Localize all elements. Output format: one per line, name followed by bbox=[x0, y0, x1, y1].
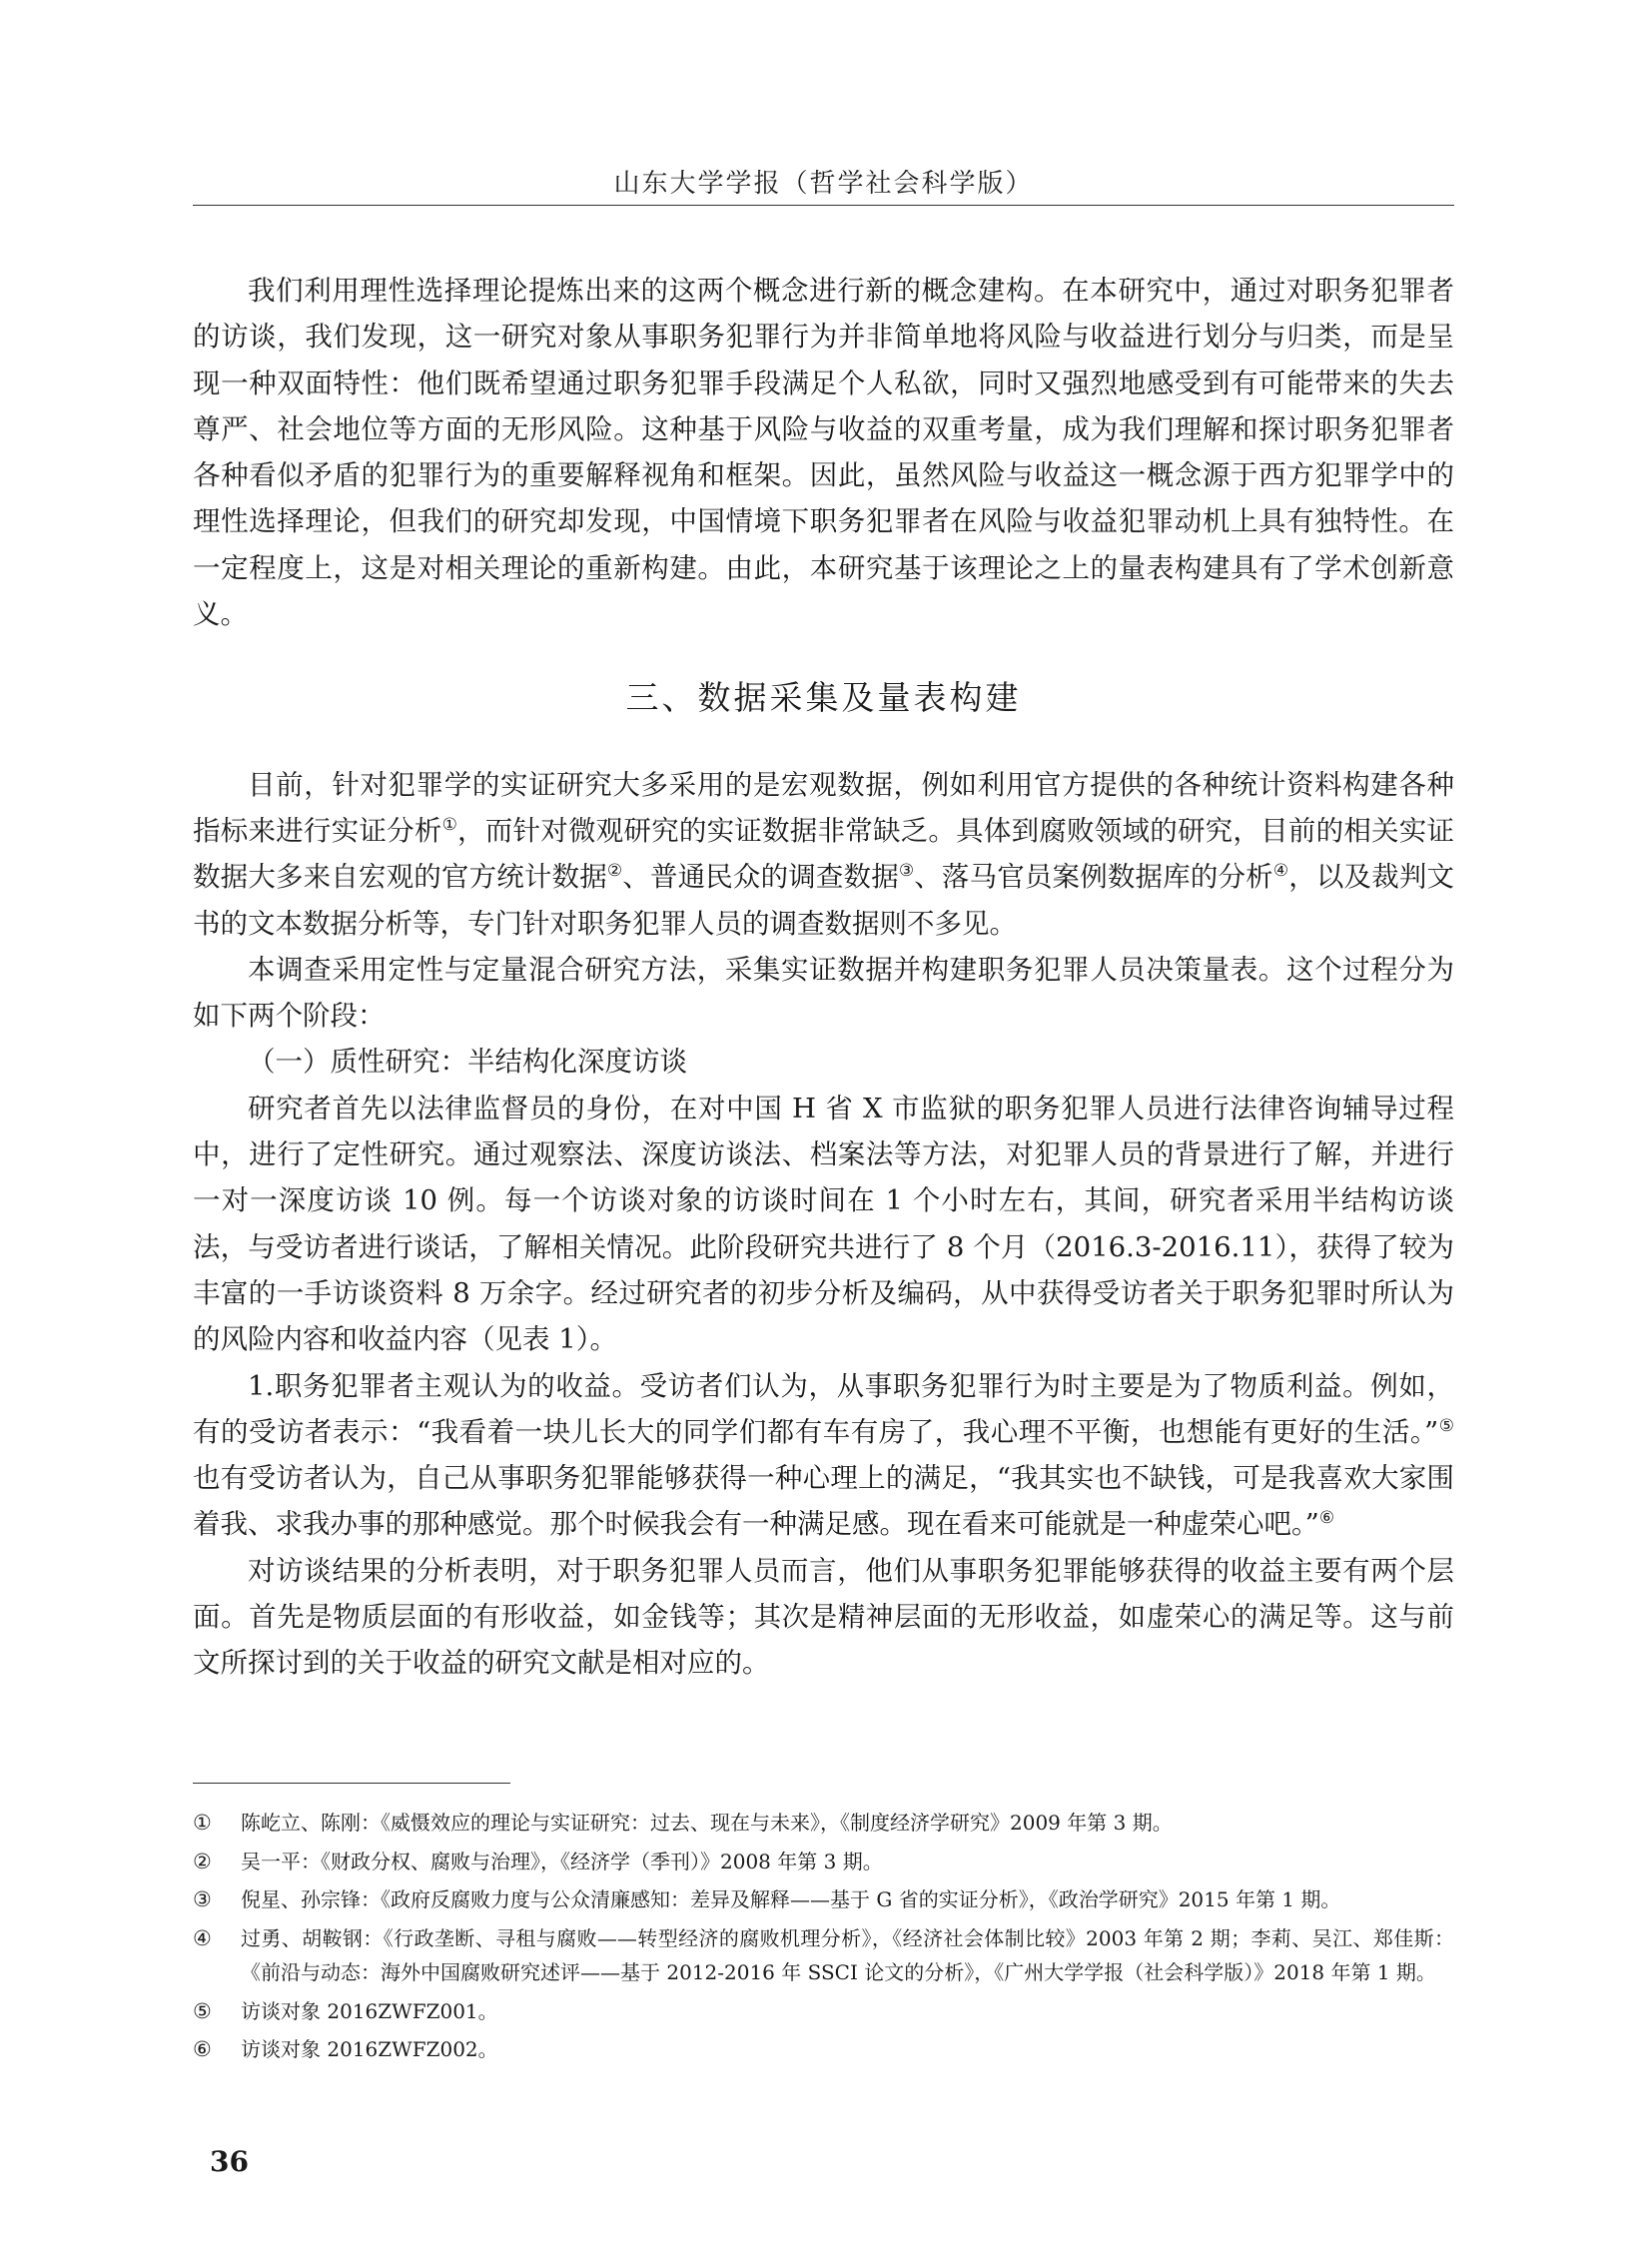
footnote-ref-2[interactable]: ② bbox=[606, 861, 623, 882]
page-number: 36 bbox=[210, 2145, 249, 2178]
footnote-mark: ① bbox=[193, 1811, 212, 1835]
paragraph-concept-construction: 我们利用理性选择理论提炼出来的这两个概念进行新的概念建构。在本研究中，通过对职务犯罪者的访谈，我们发现，这一研究对象从事职务犯罪行为并非简单地将风险与收益进行划分与归类，而是呈现一种双面特性：他们既希望通过职务犯罪手段满足个人私欲，同时又强烈地感受到有可能带来的失去尊严、社会地位等方面的无形风险。这种基于风险与收益的双重考量，成为我们理解和探讨职务犯罪者各种看似矛盾的犯罪行为的重要解释视角和框架。因此，虽然风险与收益这一概念源于西方犯罪学中的理性选择理论，但我们的研究却发现，中国情境下职务犯罪者在风险与收益犯罪动机上具有独特性。在一定程度上，这是对相关理论的重新构建。由此，本研究基于该理论之上的量表构建具有了学术创新意义。 bbox=[193, 275, 1454, 631]
footnote-ref-4[interactable]: ④ bbox=[1272, 861, 1289, 882]
footnote-mark: ③ bbox=[193, 1887, 212, 1911]
footnote-divider bbox=[193, 1783, 510, 1784]
footnote-mark: ⑤ bbox=[193, 1998, 212, 2023]
paragraph-qualitative-research: 研究者首先以法律监督员的身份，在对中国 H 省 X 市监狱的职务犯罪人员进行法律咨询辅导过程中，进行了定性研究。通过观察法、深度访谈法、档案法等方法，对犯罪人员的背景进行了解，并进行一对一深度访谈 10 例。每一个访谈对象的访谈时间在 1 个小时左右，其间，研究者采用半结构访谈法，与受访者进行谈话，了解相关情况。此阶段研究共进行了 8 个月（2016.3-2016.11），获得了较为丰富的一手访谈资料 8 万余字。经过研究者的初步分析及编码，从中获得受访者关于职务犯罪时所认为的风险内容和收益内容（见表 1）。 bbox=[193, 1092, 1454, 1356]
section-heading: 三、数据采集及量表构建 bbox=[625, 678, 1022, 718]
footnote-text: 倪星、孙宗锋：《政府反腐败力度与公众清廉感知：差异及解释——基于 G 省的实证分析》，《政治学研究》2015 年第 1 期。 bbox=[241, 1887, 1341, 1911]
footnote-text: 访谈对象 2016ZWFZ002。 bbox=[241, 2037, 498, 2061]
footnote-text: 吴一平：《财政分权、腐败与治理》，《经济学（季刊）》2008 年第 3 期。 bbox=[241, 1849, 883, 1873]
footnote-ref-5[interactable]: ⑤ bbox=[1438, 1415, 1454, 1436]
footnote-item bbox=[193, 1882, 1454, 1917]
footnotes bbox=[193, 1806, 1454, 2071]
footnote-ref-3[interactable]: ③ bbox=[898, 861, 915, 882]
paragraph-data-sources: 目前，针对犯罪学的实证研究大多采用的是宏观数据，例如利用官方提供的各种统计资料构建各种指标来进行实证分析①，而针对微观研究的实证数据非常缺乏。具体到腐败领域的研究，目前的相关实证数据大多来自宏观的官方统计数据②、普通民众的调查数据③、落马官员案例数据库的分析④，以及裁判文书的文本数据分析等，专门针对职务犯罪人员的调查数据则不多见。 bbox=[193, 768, 1455, 940]
footnote-mark: ⑥ bbox=[193, 2037, 212, 2061]
footnote-item bbox=[193, 1921, 1454, 1990]
paragraph-method-overview: 本调查采用定性与定量混合研究方法，采集实证数据并构建职务犯罪人员决策量表。这个过程分为如下两个阶段： bbox=[193, 953, 1454, 1033]
footnote-text: 陈屹立、陈刚：《威慑效应的理论与实证研究：过去、现在与未来》，《制度经济学研究》2009 年第 3 期。 bbox=[241, 1811, 1173, 1835]
article-body bbox=[193, 268, 1454, 1687]
footnote-ref-1[interactable]: ① bbox=[441, 814, 458, 835]
footnote-mark: ④ bbox=[193, 1925, 212, 1950]
paragraph-perceived-benefits: 1.职务犯罪者主观认为的收益。受访者们认为，从事职务犯罪行为时主要是为了物质利益。例如，有的受访者表示：“我看着一块儿长大的同学们都有车有房了，我心理不平衡，也想能有更好的生活。”⑤也有受访者认为，自己从事职务犯罪能够获得一种心理上的满足，“我其实也不缺钱，可是我喜欢大家围着我、求我办事的那种感觉。那个时候我会有一种满足感。现在看来可能就是一种虚荣心吧。”⑥ bbox=[193, 1369, 1454, 1541]
footnote-item bbox=[193, 1994, 1454, 2029]
footnote-item bbox=[193, 2032, 1454, 2067]
footnote-text: 访谈对象 2016ZWFZ001。 bbox=[241, 1998, 498, 2023]
subsection-heading: （一）质性研究：半结构化深度访谈 bbox=[248, 1046, 687, 1079]
paragraph-analysis-results: 对访谈结果的分析表明，对于职务犯罪人员而言，他们从事职务犯罪能够获得的收益主要有两个层面。首先是物质层面的有形收益，如金钱等；其次是精神层面的无形收益，如虚荣心的满足等。这与前文所探讨到的关于收益的研究文献是相对应的。 bbox=[193, 1554, 1454, 1680]
footnote-ref-6[interactable]: ⑥ bbox=[1318, 1508, 1335, 1529]
footnote-text: 过勇、胡鞍钢：《行政垄断、寻租与腐败——转型经济的腐败机理分析》，《经济社会体制比较》2003 年第 2 期；李莉、吴江、郑佳斯：《前沿与动态：海外中国腐败研究述评——基于 2012-2016 年 SSCI 论文的分析》，《广州大学学报（社会科学版）》2018 年第 1 期。 bbox=[241, 1925, 1454, 1984]
header-divider bbox=[193, 205, 1454, 206]
journal-running-header: 山东大学学报（哲学社会科学版） bbox=[613, 169, 1034, 199]
footnote-item bbox=[193, 1806, 1454, 1841]
footnote-mark: ② bbox=[193, 1849, 212, 1873]
footnote-item bbox=[193, 1845, 1454, 1879]
